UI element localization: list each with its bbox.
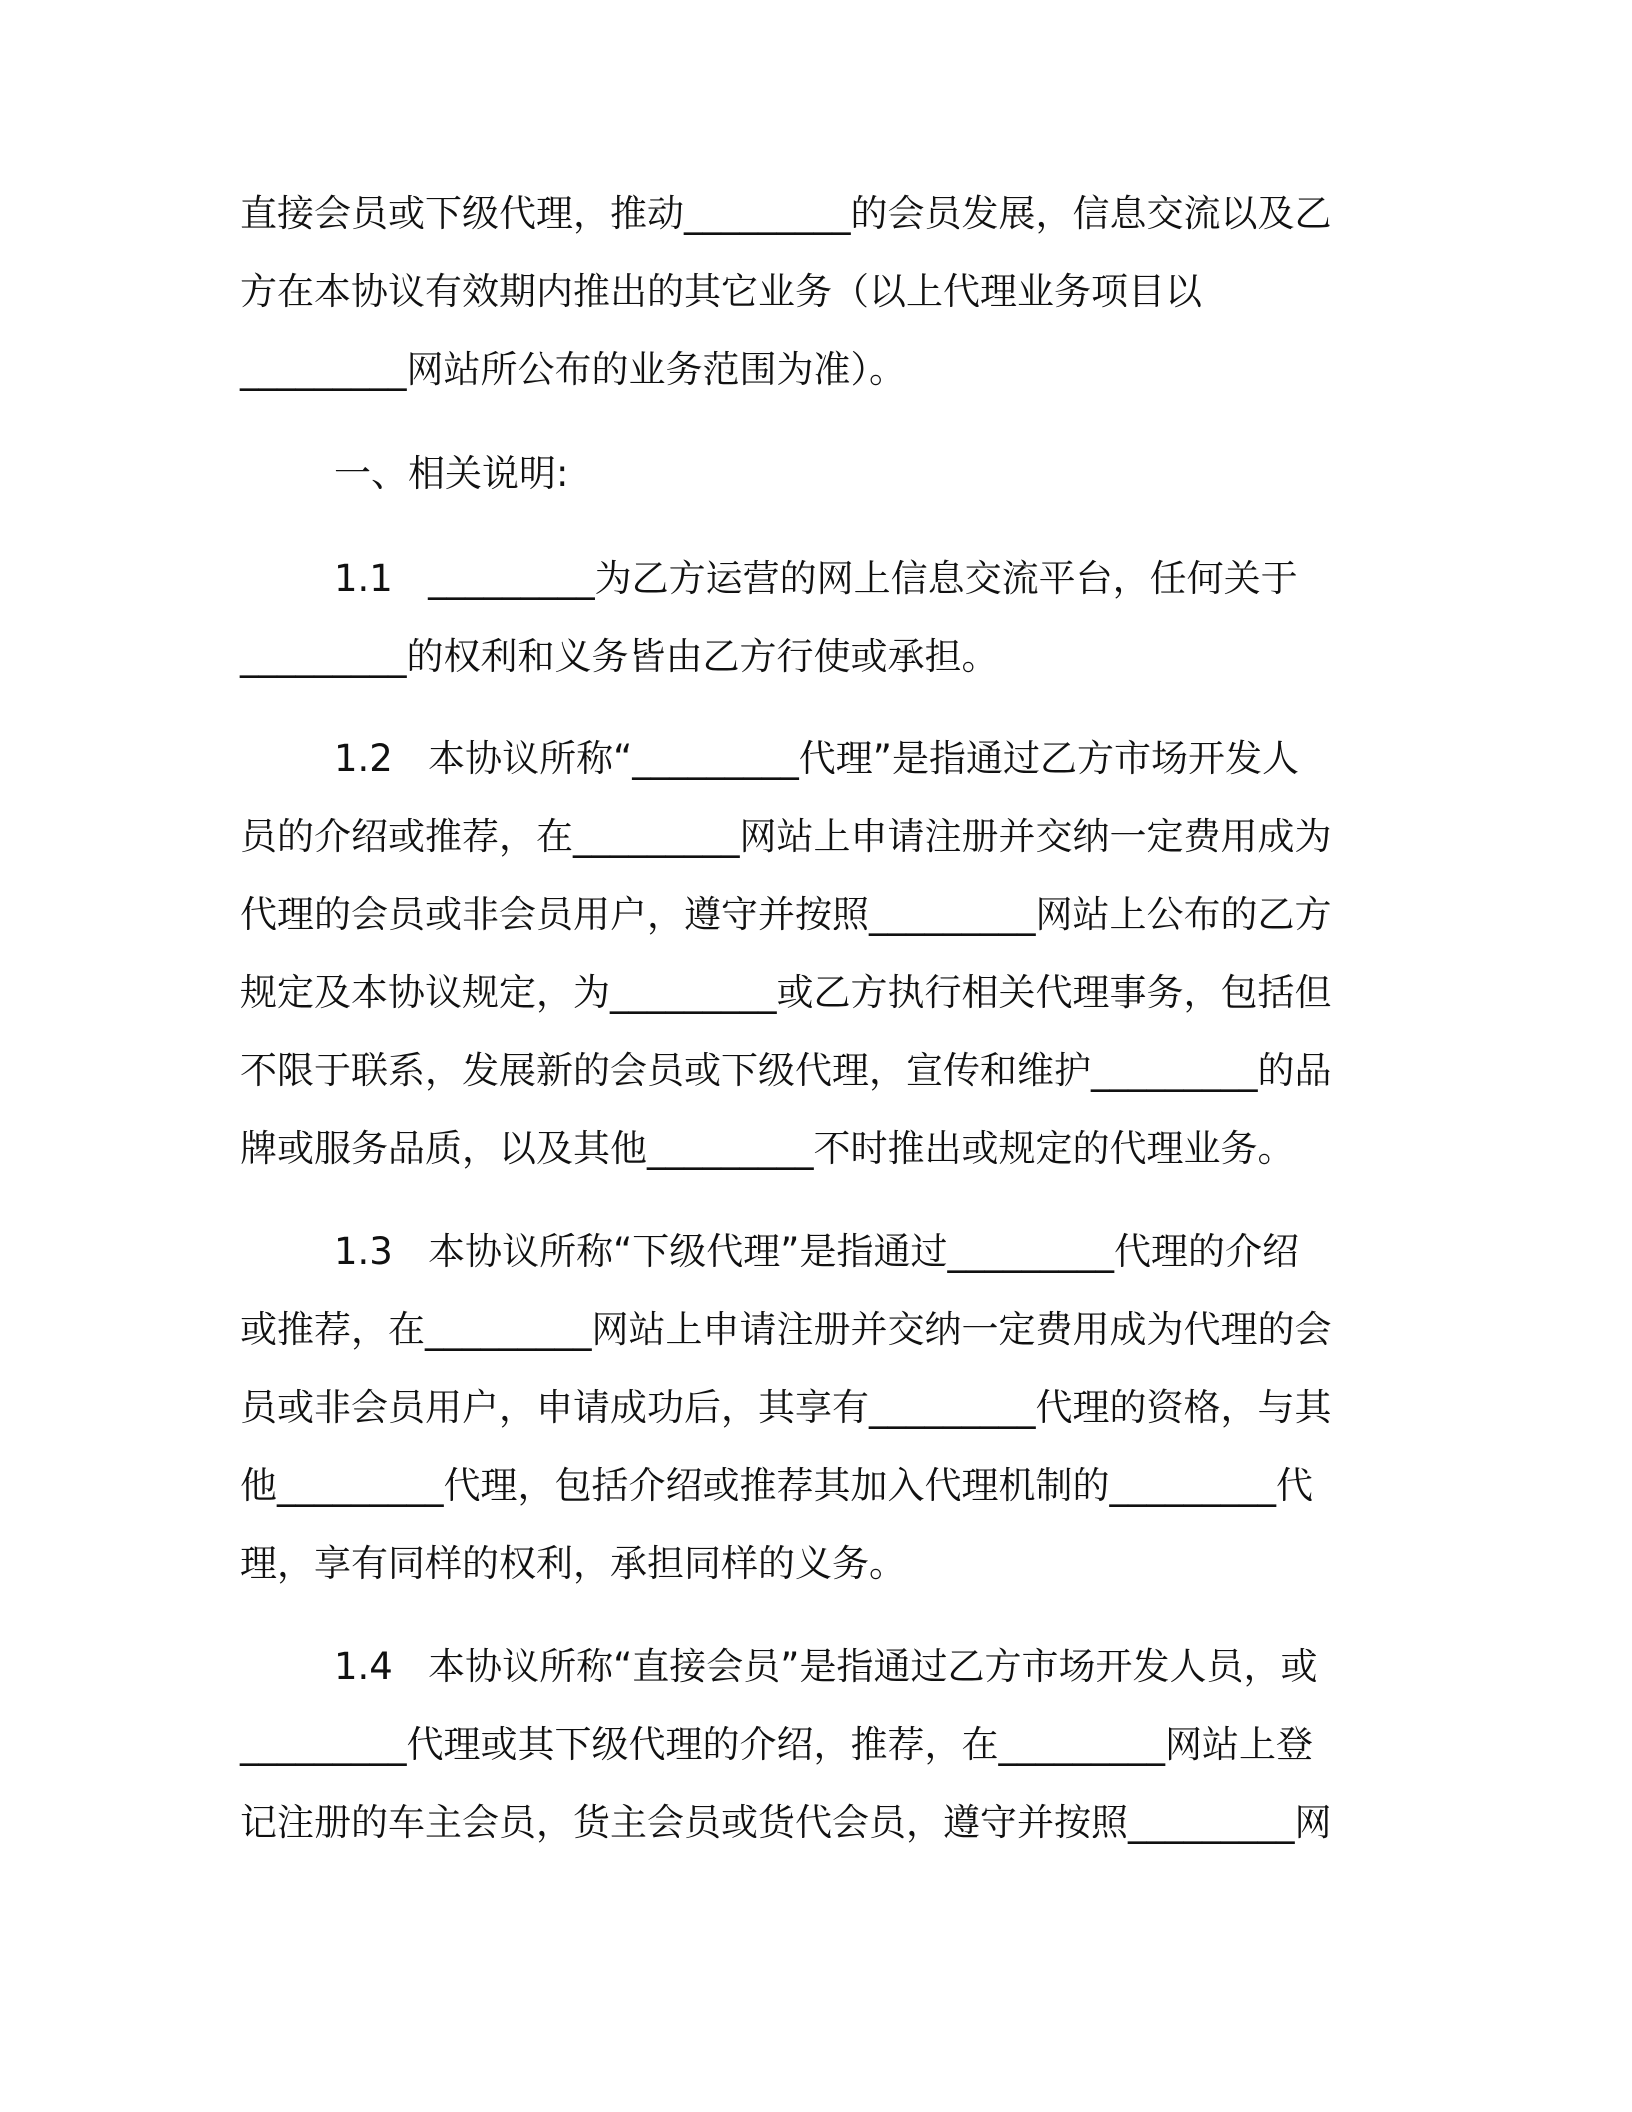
paragraph-line: 代理的会员或非会员用户，遵守并按照_________网站上公布的乙方 xyxy=(240,893,1332,936)
clause-1-2-line: 1.2 本协议所称“_________代理”是指通过乙方市场开发人 xyxy=(334,737,1299,780)
paragraph-line: 或推荐，在_________网站上申请注册并交纳一定费用成为代理的会 xyxy=(240,1308,1332,1351)
paragraph-line: 员的介绍或推荐，在_________网站上申请注册并交纳一定费用成为 xyxy=(240,815,1332,858)
paragraph-line: 不限于联系，发展新的会员或下级代理，宣传和维护_________的品 xyxy=(240,1049,1332,1092)
paragraph-line: _________网站所公布的业务范围为准）。 xyxy=(240,348,906,391)
paragraph-line: 员或非会员用户，申请成功后，其享有_________代理的资格，与其 xyxy=(240,1386,1332,1429)
paragraph-line: 记注册的车主会员，货主会员或货代会员，遵守并按照_________网 xyxy=(240,1801,1332,1844)
clause-1-3-line: 1.3 本协议所称“下级代理”是指通过_________代理的介绍 xyxy=(334,1230,1299,1273)
paragraph-line: _________代理或其下级代理的介绍，推荐，在_________网站上登 xyxy=(240,1723,1313,1766)
clause-1-4-line: 1.4 本协议所称“直接会员”是指通过乙方市场开发人员，或 xyxy=(334,1645,1318,1688)
paragraph-line: 牌或服务品质，以及其他_________不时推出或规定的代理业务。 xyxy=(240,1127,1295,1170)
paragraph-line: 理，享有同样的权利，承担同样的义务。 xyxy=(240,1542,906,1585)
paragraph-line: 直接会员或下级代理，推动_________的会员发展，信息交流以及乙 xyxy=(240,192,1332,235)
paragraph-line: 他_________代理，包括介绍或推荐其加入代理机制的_________代 xyxy=(240,1464,1313,1507)
section-heading: 一、相关说明: xyxy=(334,452,569,495)
clause-1-1-line: 1.1 _________为乙方运营的网上信息交流平台，任何关于 xyxy=(334,557,1298,600)
paragraph-line: 规定及本协议规定，为_________或乙方执行相关代理事务，包括但 xyxy=(240,971,1332,1014)
paragraph-line: 方在本协议有效期内推出的其它业务（以上代理业务项目以 xyxy=(240,270,1202,313)
paragraph-line: _________的权利和义务皆由乙方行使或承担。 xyxy=(240,635,999,678)
